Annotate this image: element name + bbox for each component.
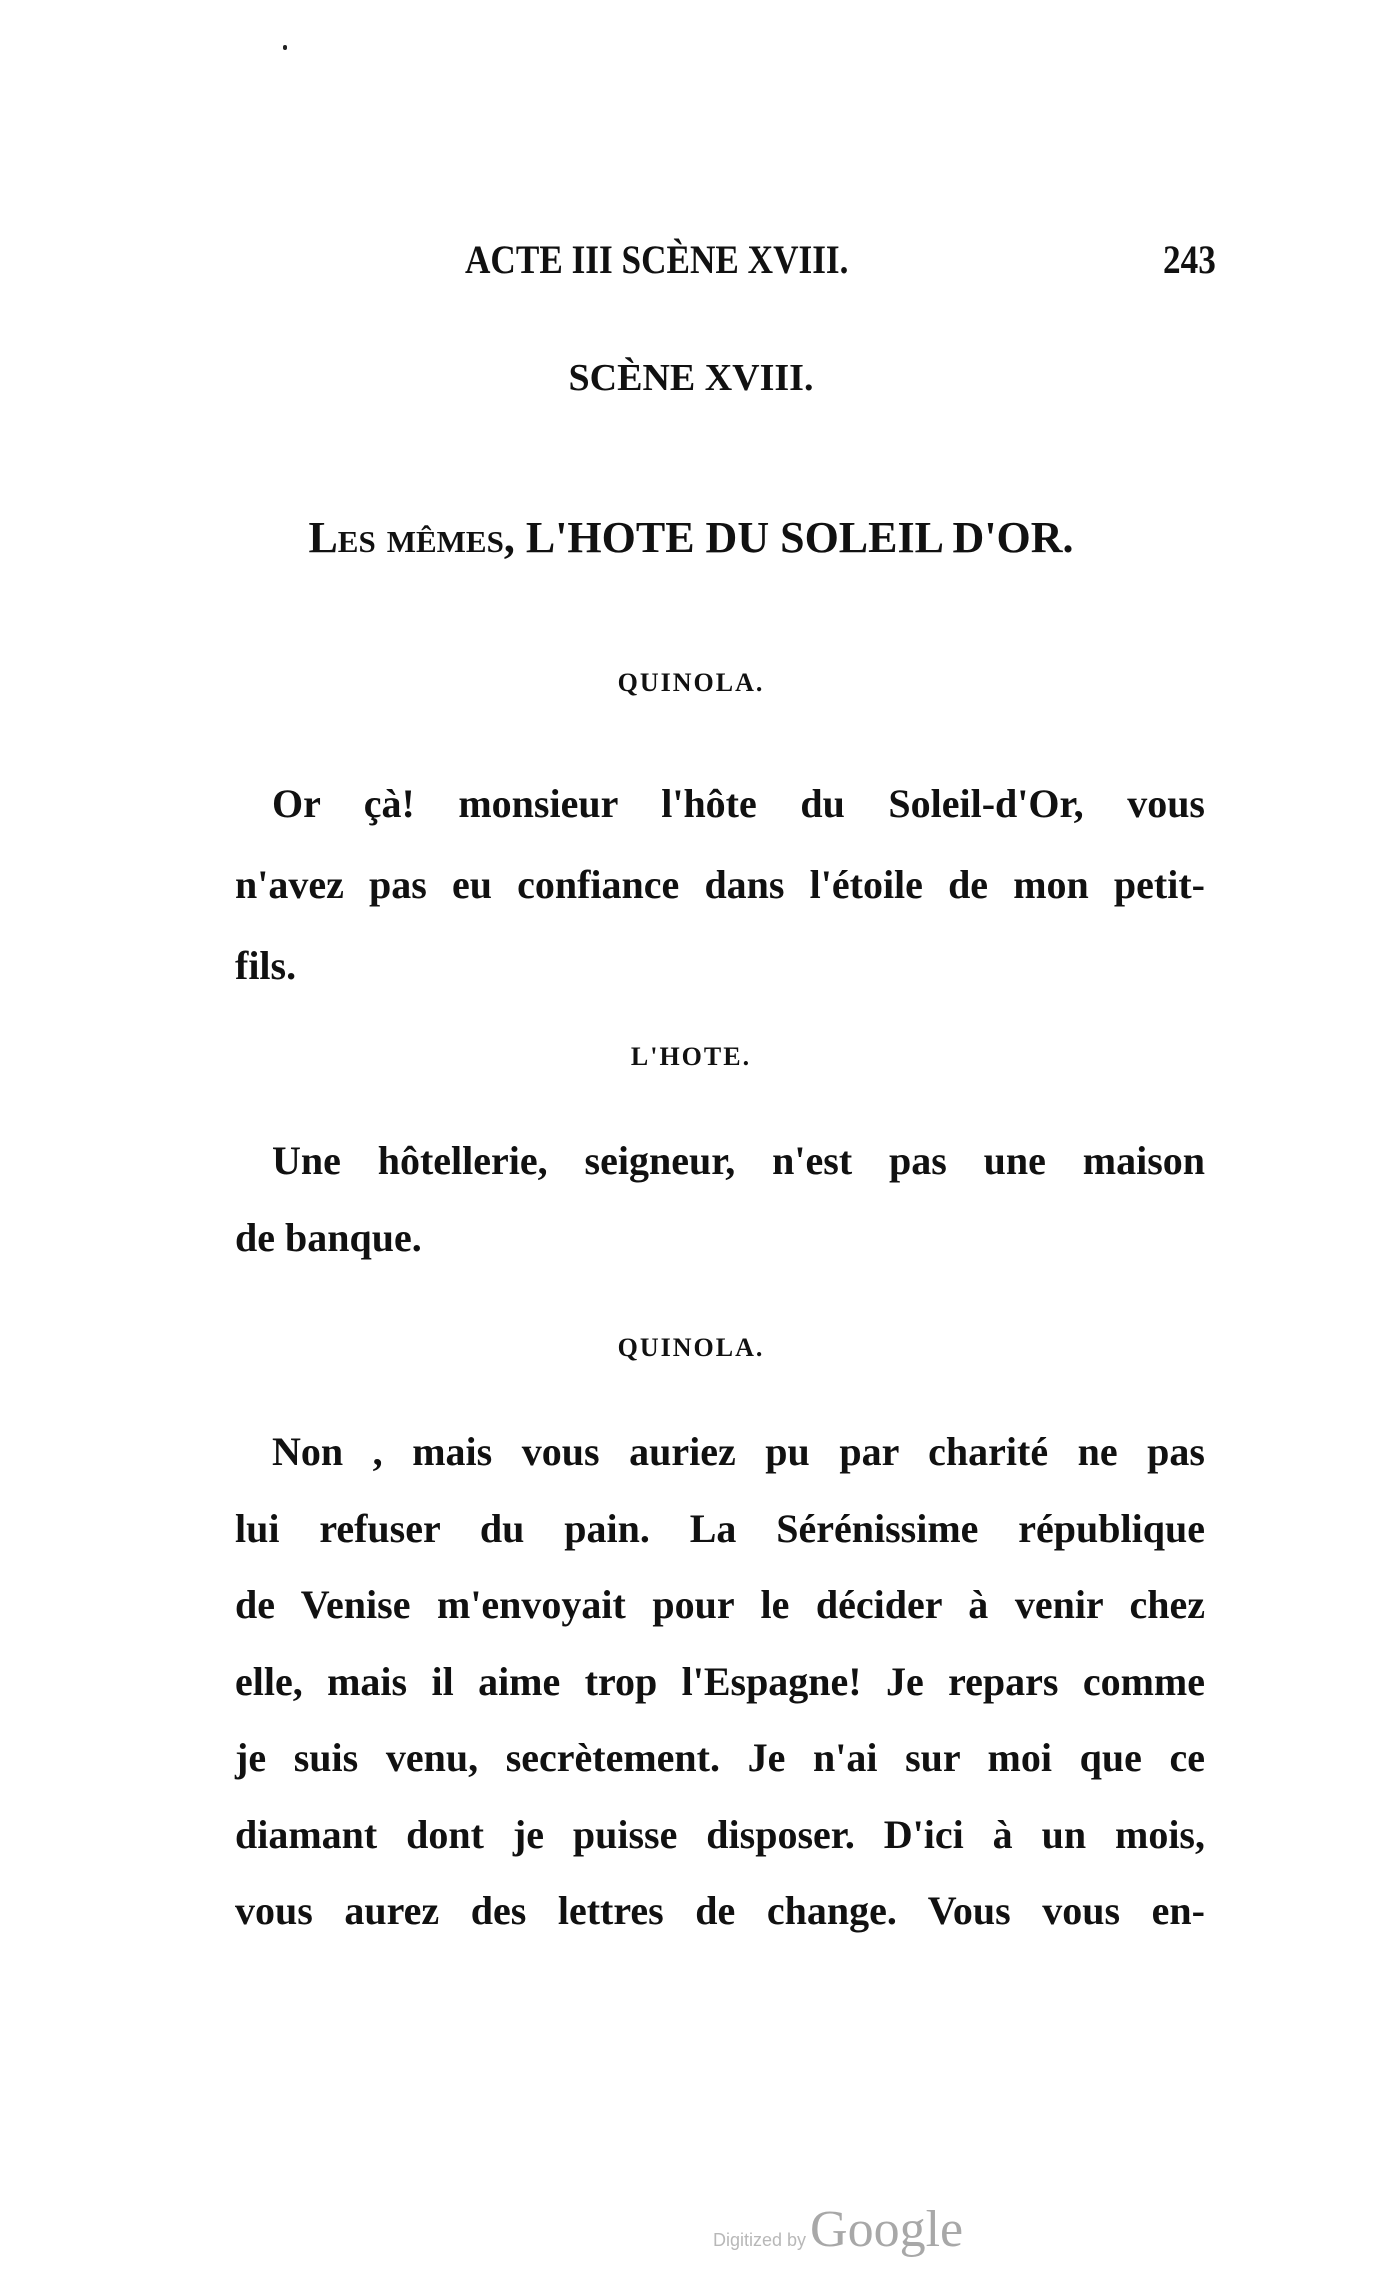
text-line: elle, mais il aime trop l'Espagne! Je repars comme [235, 1659, 1205, 1704]
text-line: lui refuser du pain. La Sérénissime république [235, 1506, 1205, 1551]
running-header-title: ACTE III SCÈNE XVIII. [465, 237, 849, 282]
text-line: Une hôtellerie, seigneur, n'est pas une maison [272, 1138, 1205, 1183]
speaker-name: L'HOTE. [630, 1042, 752, 1071]
speck [283, 45, 287, 50]
text-line: de banque. [235, 1215, 422, 1260]
speaker-name: QUINOLA. [617, 668, 765, 697]
text-line: fils. [235, 943, 297, 988]
google-watermark [713, 2200, 963, 2259]
scene-title: SCÈNE XVIII. [568, 357, 814, 399]
text-line: Non , mais vous auriez pu par charité ne pas [272, 1429, 1205, 1474]
text-line: de Venise m'envoyait pour le décider à venir chez [235, 1582, 1205, 1627]
characters-line [0, 512, 1382, 563]
characters-names: L'HOTE DU SOLEIL D'OR. [525, 513, 1074, 562]
characters-prefix: Les mêmes, [308, 513, 515, 562]
text-line: n'avez pas eu confiance dans l'étoile de mon petit- [235, 862, 1205, 907]
google-logo: Google [810, 2201, 964, 2258]
text-line: je suis venu, secrètement. Je n'ai sur moi que ce [235, 1735, 1205, 1780]
watermark-prefix: Digitized by [713, 2230, 807, 2250]
text-line: Or çà! monsieur l'hôte du Soleil-d'Or, vous [272, 781, 1205, 826]
text-line: vous aurez des lettres de change. Vous vous en- [235, 1888, 1205, 1933]
text-line: diamant dont je puisse disposer. D'ici à un mois, [235, 1812, 1205, 1857]
page-number: 243 [1163, 237, 1216, 282]
speaker-name: QUINOLA. [617, 1333, 765, 1362]
